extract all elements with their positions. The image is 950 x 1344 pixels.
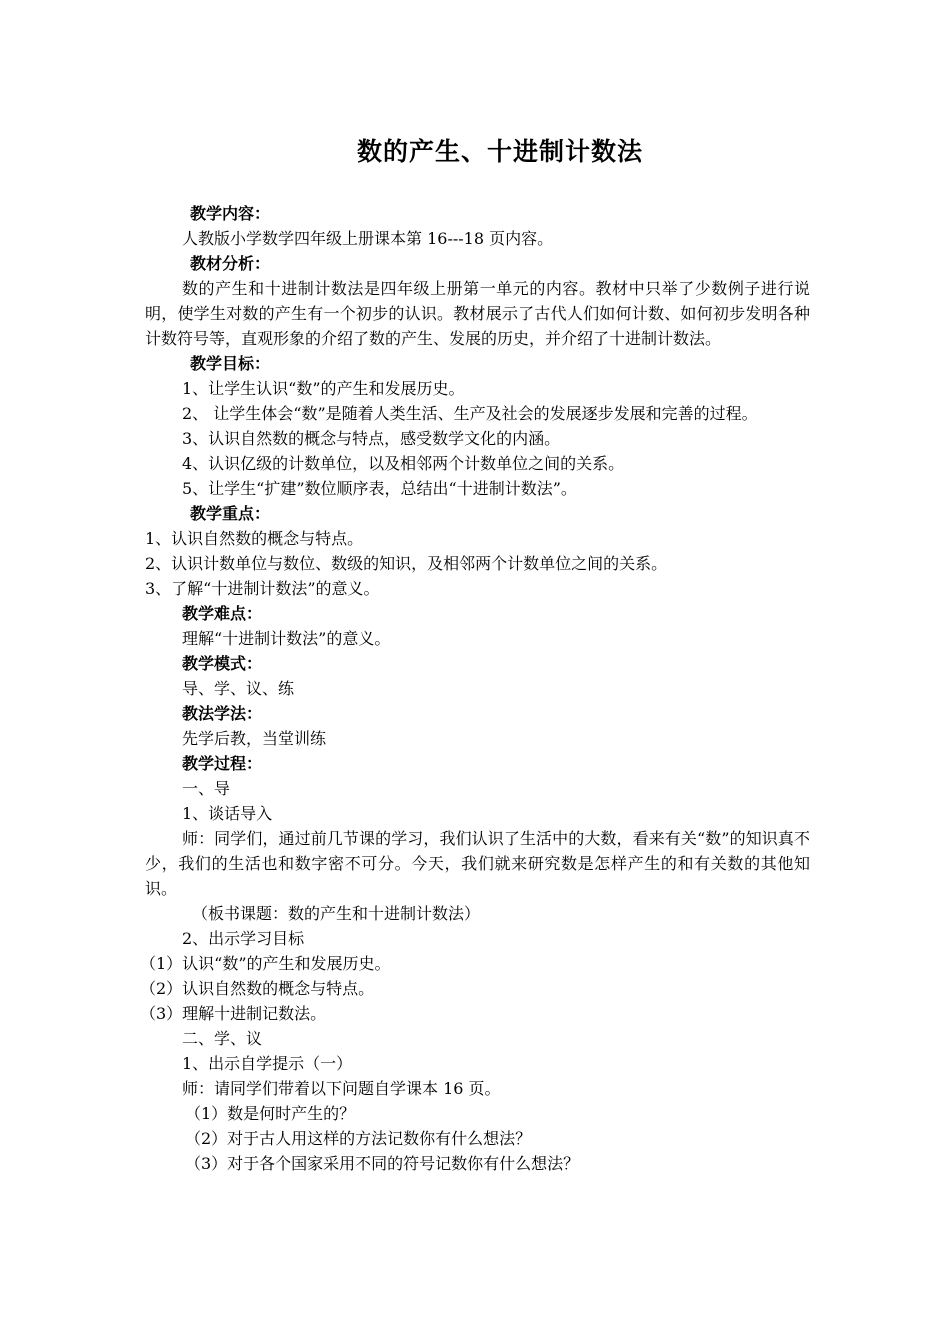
analysis-paragraph: 数的产生和十进制计数法是四年级上册第一单元的内容。教材中只举了少数例子进行说明，使学生对数的产生有一个初步的认识。教材展示了古代人们如何计数、如何初步发明各种计数符号等，直观形象的介绍了数的产生、发展的历史，并介绍了十进制计数法。 bbox=[145, 279, 810, 348]
target-item: （1）认识“数”的产生和发展历史。 bbox=[140, 954, 391, 973]
section-heading-content: 教学内容： bbox=[190, 204, 271, 223]
section-heading-key: 教学重点： bbox=[190, 504, 271, 523]
section-heading-analysis: 教材分析： bbox=[190, 254, 271, 273]
process-part-heading: 一、导 bbox=[182, 779, 231, 798]
teacher-prompt: 师：请同学们带着以下问题自学课本 16 页。 bbox=[182, 1079, 501, 1098]
question-item: （2）对于古人用这样的方法记数你有什么想法？ bbox=[185, 1129, 532, 1148]
process-step: 2、出示学习目标 bbox=[182, 929, 305, 948]
section-heading-method: 教法学法： bbox=[182, 704, 263, 723]
goal-item: 3、认识自然数的概念与特点，感受数学文化的内涵。 bbox=[182, 429, 561, 448]
difficulty-text: 理解“十进制计数法”的意义。 bbox=[182, 629, 391, 648]
key-point-item: 1、认识自然数的概念与特点。 bbox=[145, 529, 364, 548]
goal-item: 5、让学生“扩建”数位顺序表，总结出“十进制计数法”。 bbox=[182, 479, 577, 498]
board-note: （板书课题：数的产生和十进制计数法） bbox=[192, 904, 481, 923]
process-step: 1、谈话导入 bbox=[182, 804, 273, 823]
section-heading-difficulty: 教学难点： bbox=[182, 604, 263, 623]
method-text: 先学后教，当堂训练 bbox=[182, 729, 327, 748]
process-part-heading: 二、学、议 bbox=[182, 1029, 263, 1048]
document-body bbox=[140, 201, 810, 1176]
question-item: （1）数是何时产生的？ bbox=[185, 1104, 356, 1123]
teacher-talk-paragraph: 师：同学们，通过前几节课的学习，我们认识了生活中的大数，看来有关“数”的知识真不少，我们的生活也和数字密不可分。今天，我们就来研究数是怎样产生的和有关数的其他知识。 bbox=[145, 829, 810, 898]
key-point-item: 3、了解“十进制计数法”的意义。 bbox=[145, 579, 380, 598]
section-heading-mode: 教学模式： bbox=[182, 654, 263, 673]
target-item: （2）认识自然数的概念与特点。 bbox=[140, 979, 375, 998]
content-text: 人教版小学数学四年级上册课本第 16---18 页内容。 bbox=[182, 229, 554, 248]
mode-text: 导、学、议、练 bbox=[182, 679, 295, 698]
goal-item: 2、 让学生体会“数”是随着人类生活、生产及社会的发展逐步发展和完善的过程。 bbox=[182, 404, 758, 423]
key-point-item: 2、认识计数单位与数位、数级的知识，及相邻两个计数单位之间的关系。 bbox=[145, 554, 668, 573]
goal-item: 1、让学生认识“数”的产生和发展历史。 bbox=[182, 379, 465, 398]
process-step: 1、出示自学提示（一） bbox=[182, 1054, 353, 1073]
question-item: （3）对于各个国家采用不同的符号记数你有什么想法？ bbox=[185, 1154, 580, 1173]
page-title: 数的产生、十进制计数法 bbox=[356, 137, 643, 166]
target-item: （3）理解十进制记数法。 bbox=[140, 1004, 327, 1023]
section-heading-goals: 教学目标： bbox=[190, 354, 271, 373]
section-heading-process: 教学过程： bbox=[182, 754, 263, 773]
goal-item: 4、认识亿级的计数单位，以及相邻两个计数单位之间的关系。 bbox=[182, 454, 625, 473]
